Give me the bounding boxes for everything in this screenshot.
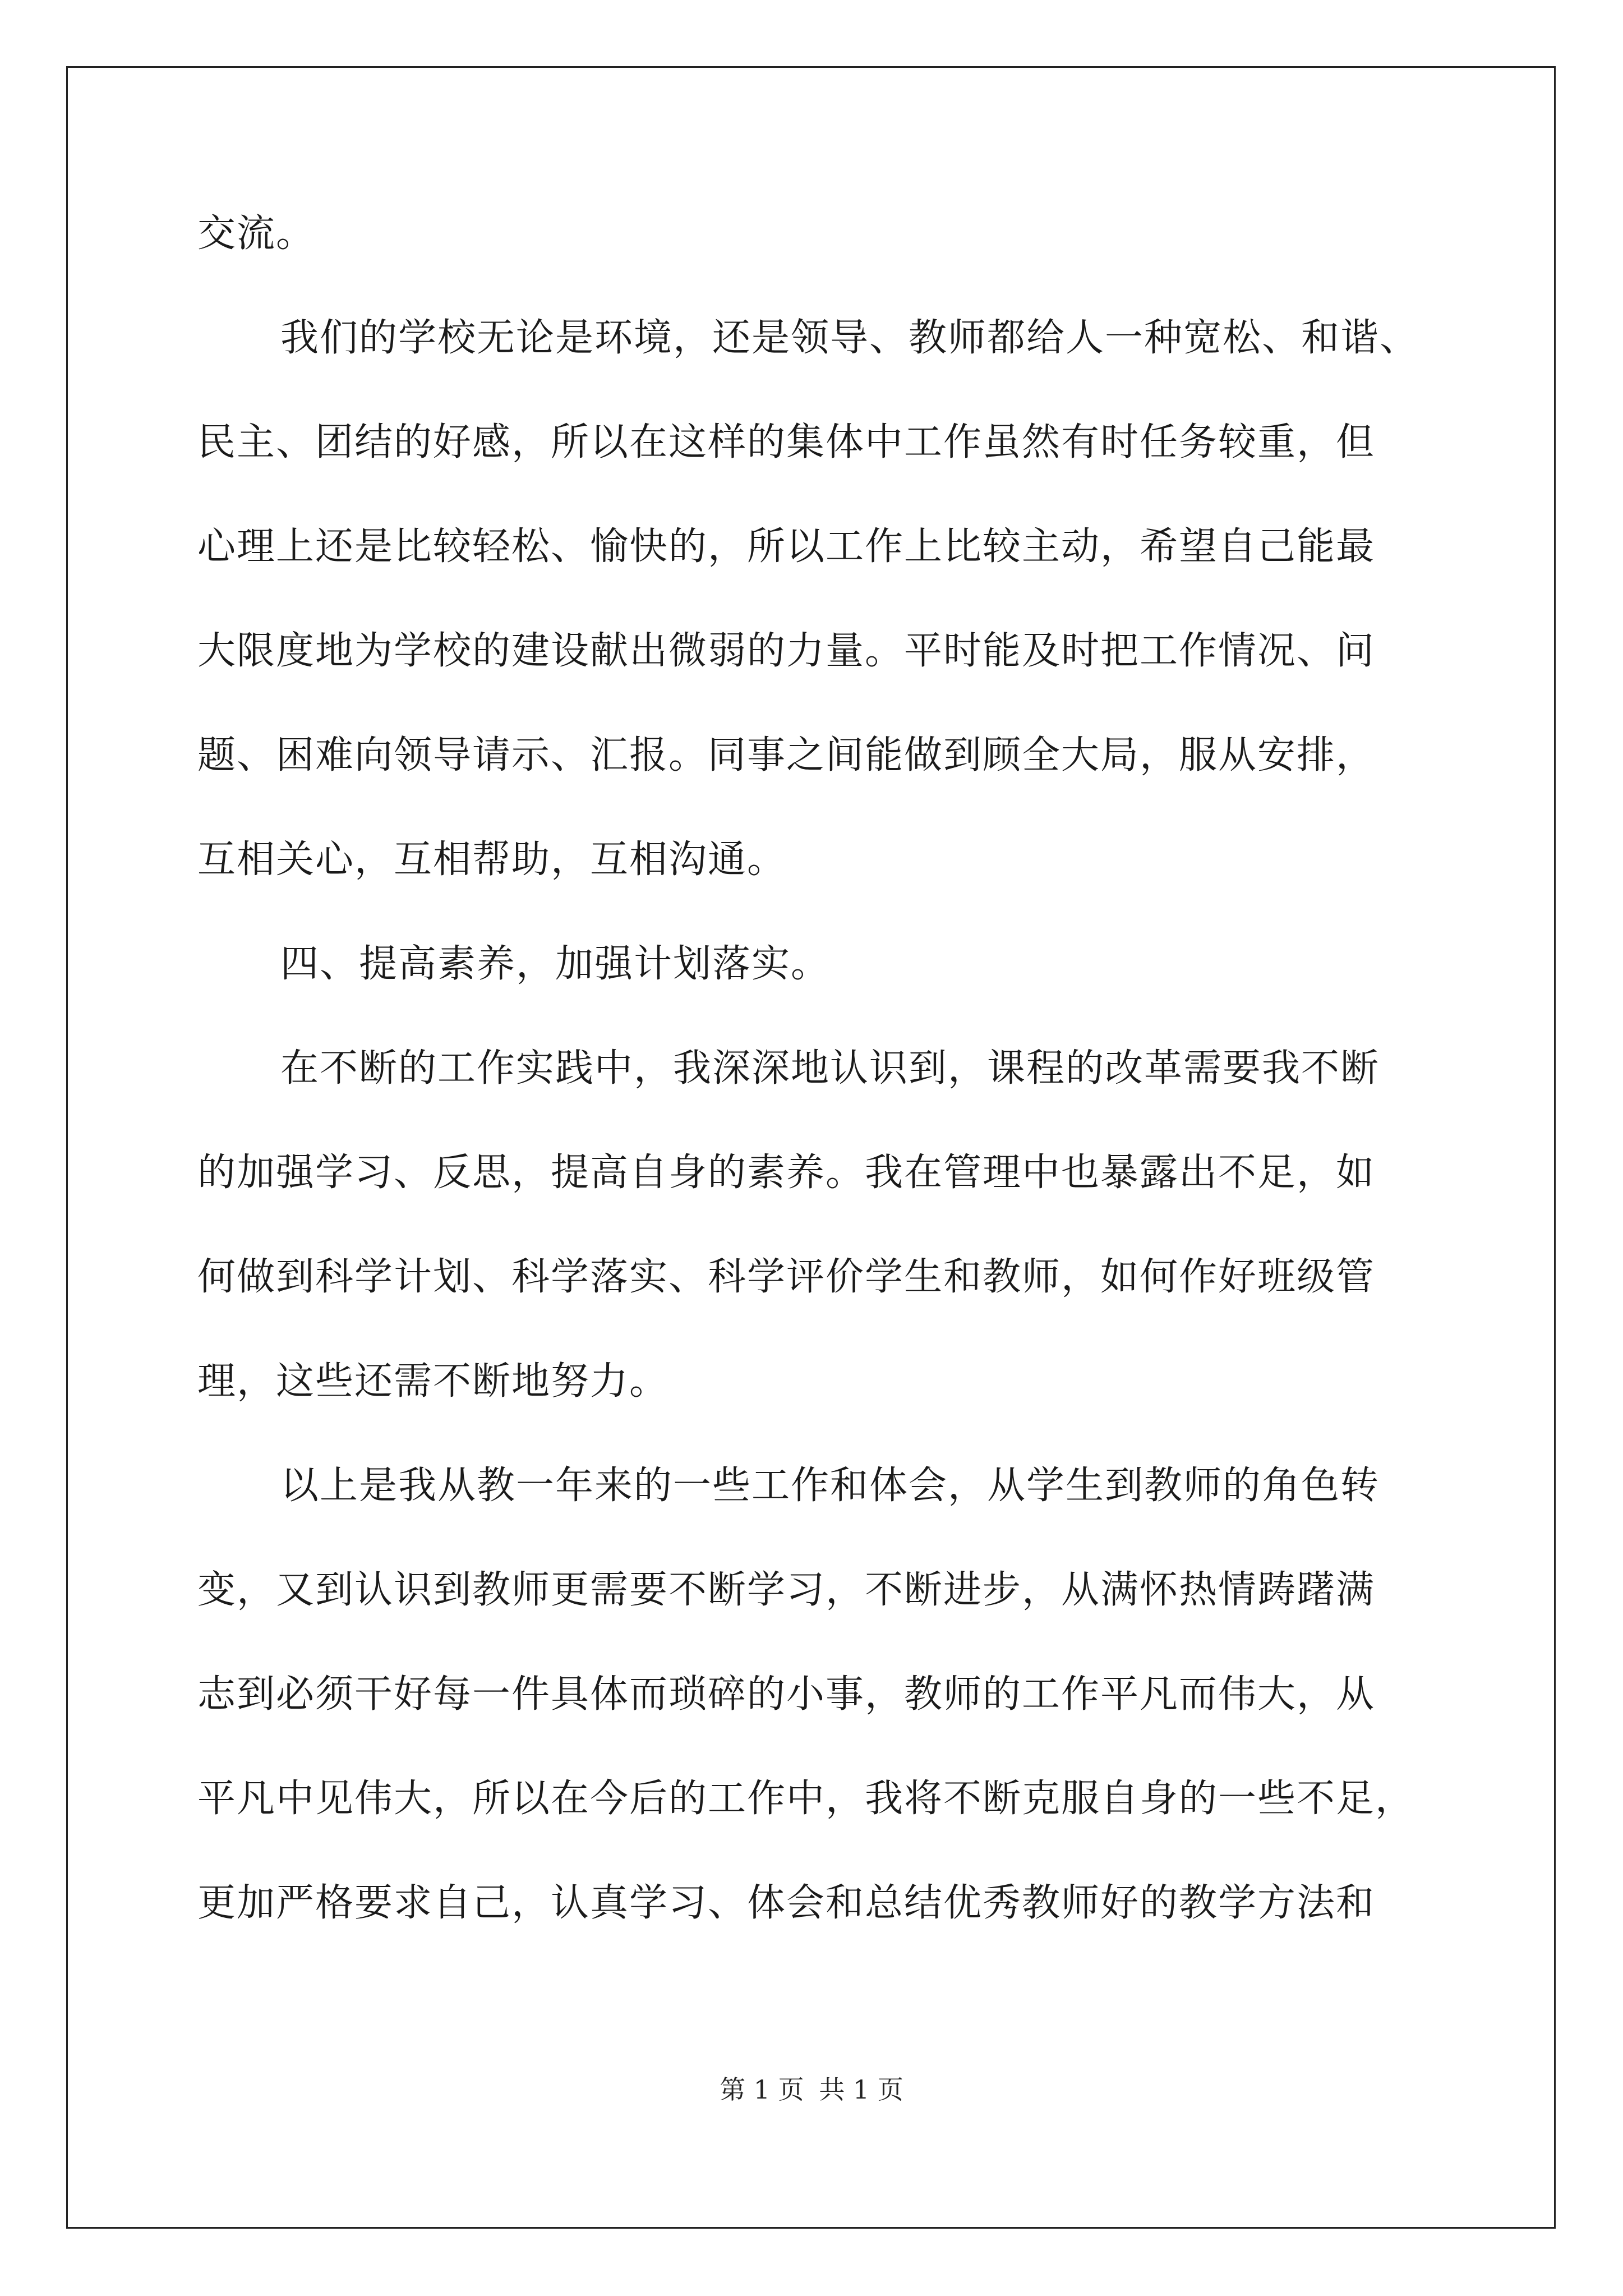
text-line-1: 交流。 [197,211,316,256]
text-line-17: 更加严格要求自己，认真学习、体会和总结优秀教师好的教学方法和 [197,1881,1376,1925]
text-line-14: 变，又到认识到教师更需要不断学习，不断进步，从满怀热情踌躇满 [197,1568,1376,1612]
section-heading-4: 四、提高素养，加强计划落实。 [280,942,831,986]
text-line-3: 民主、团结的好感，所以在这样的集体中工作虽然有时任务较重，但 [197,420,1376,464]
text-line-2: 我们的学校无论是环境，还是领导、教师都给人一种宽松、和谐、 [280,316,1419,360]
text-line-10: 的加强学习、反思，提高自身的素养。我在管理中也暴露出不足，如 [197,1151,1376,1195]
page-total: 共 1 页 [819,2074,903,2105]
text-line-5: 大限度地为学校的建设献出微弱的力量。平时能及时把工作情况、问 [197,629,1376,673]
text-line-15: 志到必须干好每一件具体而琐碎的小事，教师的工作平凡而伟大，从 [197,1672,1376,1717]
text-line-11: 何做到科学计划、科学落实、科学评价学生和教师，如何作好班级管 [197,1255,1376,1299]
text-line-13: 以上是我从教一年来的一些工作和体会，从学生到教师的角色转 [280,1464,1380,1508]
text-line-16: 平凡中见伟大，所以在今后的工作中，我将不断克服自身的一些不足， [197,1777,1415,1821]
text-line-6: 题、困难向领导请示、汇报。同事之间能做到顾全大局，服从安排， [197,733,1376,777]
text-line-4: 心理上还是比较轻松、愉快的，所以工作上比较主动，希望自己能最 [197,524,1376,569]
text-line-7: 互相关心，互相帮助，互相沟通。 [197,838,787,882]
text-line-9: 在不断的工作实践中，我深深地认识到，课程的改革需要我不断 [280,1046,1380,1091]
page-number: 第 1 页 [720,2074,804,2105]
page-footer [0,2073,1623,2106]
text-line-12: 理，这些还需不断地努力。 [197,1359,669,1404]
